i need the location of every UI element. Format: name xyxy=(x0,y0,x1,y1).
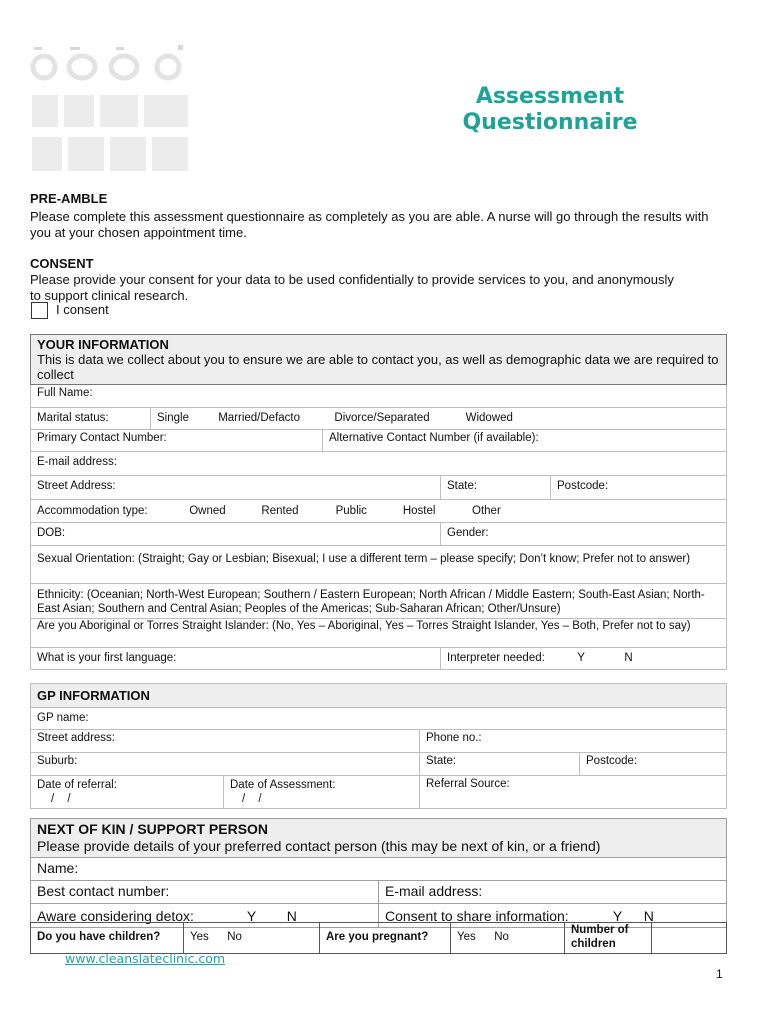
gp-postcode-label: Postcode: xyxy=(586,755,638,767)
num-children-label: Number of children xyxy=(565,923,652,954)
full-name-label: Full Name: xyxy=(37,387,93,399)
children-yes[interactable]: Yes xyxy=(190,931,209,943)
your-info-subtext: This is data we collect about you to ensure we are able to contact you, as well as demographic data we are required to collect xyxy=(37,352,719,382)
aware-detox-yes[interactable]: Y xyxy=(246,908,257,924)
page-title xyxy=(440,84,660,136)
gp-info-heading: GP INFORMATION xyxy=(37,688,150,703)
next-of-kin-table xyxy=(30,818,727,928)
next-of-kin-heading: NEXT OF KIN / SUPPORT PERSON xyxy=(37,821,269,837)
sexual-orientation-label: Sexual Orientation: (Straight; Gay or Lesbian; Bisexual; I use a different term – please specify; Don’t know; Prefer not to answer) xyxy=(37,553,691,565)
gender-field[interactable] xyxy=(441,523,727,546)
pregnant-question: Are you pregnant? xyxy=(320,923,451,954)
preamble-text: Please complete this assessment questionnaire as completely as you are able. A nurse will go through the results with you at your chosen appointment time. xyxy=(30,209,709,240)
gp-suburb-field[interactable] xyxy=(31,753,420,776)
accommodation-option-other[interactable]: Other xyxy=(472,505,501,517)
referral-source-field[interactable] xyxy=(420,776,727,809)
accommodation-row xyxy=(31,500,727,523)
aboriginal-label: Are you Aboriginal or Torres Straight Islander: (No, Yes – Aboriginal, Yes – Torres Straight Islander, Yes – Both, Prefer not to say) xyxy=(37,620,691,632)
page-number: 1 xyxy=(716,967,723,981)
alt-contact-field[interactable] xyxy=(323,430,727,452)
website-link[interactable]: www.cleanslateclinic.com xyxy=(65,951,226,966)
title-line-2: Questionnaire xyxy=(462,110,638,135)
assessment-date-label: Date of Assessment: xyxy=(230,779,336,791)
aware-detox-label: Aware considering detox: xyxy=(37,908,194,924)
accommodation-option-public[interactable]: Public xyxy=(335,505,367,517)
your-info-header xyxy=(31,335,727,385)
gp-postcode-field[interactable] xyxy=(580,753,727,776)
accommodation-option-owned[interactable]: Owned xyxy=(189,505,226,517)
marital-option-married[interactable]: Married/Defacto xyxy=(218,412,301,424)
gp-phone-field[interactable] xyxy=(420,730,727,753)
alt-contact-label: Alternative Contact Number (if available): xyxy=(329,432,539,444)
gender-label: Gender: xyxy=(447,527,489,539)
interpreter-yes[interactable]: Y xyxy=(577,652,585,664)
num-children-field[interactable] xyxy=(652,923,727,954)
referral-date-field[interactable] xyxy=(31,776,224,809)
clinic-logo xyxy=(30,45,192,175)
children-question: Do you have children? xyxy=(31,923,184,954)
consent-checkbox-label: I consent xyxy=(56,302,109,317)
interpreter-label: Interpreter needed: xyxy=(447,652,545,664)
gp-name-field[interactable] xyxy=(31,708,727,730)
referral-date-label: Date of referral: xyxy=(37,779,117,791)
pregnant-yes[interactable]: Yes xyxy=(457,931,476,943)
children-pregnancy-table xyxy=(30,922,727,954)
marital-option-single[interactable]: Single xyxy=(157,412,189,424)
interpreter-no[interactable]: N xyxy=(624,652,633,664)
aware-detox-no[interactable]: N xyxy=(286,908,297,924)
gp-info-header xyxy=(31,684,727,708)
marital-status-options xyxy=(151,408,727,430)
dob-label: DOB: xyxy=(37,527,66,539)
dob-field[interactable] xyxy=(31,523,441,546)
gp-phone-label: Phone no.: xyxy=(426,732,482,744)
assessment-date-field[interactable] xyxy=(224,776,420,809)
your-information-table xyxy=(30,334,727,670)
preamble-heading: PRE-AMBLE xyxy=(30,191,108,206)
postcode-label: Postcode: xyxy=(557,480,609,492)
next-of-kin-subtext: Please provide details of your preferred contact person (this may be next of kin, or a friend) xyxy=(37,838,601,854)
nok-best-contact-field[interactable] xyxy=(31,881,379,904)
nok-email-field[interactable] xyxy=(379,881,727,904)
ethnicity-label: Ethnicity: (Oceanian; North-West European; Southern / Eastern European; North African / Middle Eastern; South-East Asian; North-East Asian; Southern and Central Asian; Peoples of the Americas; Sub-Saharan African; Other/Unsure) xyxy=(37,589,705,615)
street-address-field[interactable] xyxy=(31,476,441,500)
ethnicity-field[interactable] xyxy=(31,584,727,619)
marital-option-widowed[interactable]: Widowed xyxy=(465,412,513,424)
primary-contact-label: Primary Contact Number: xyxy=(37,432,167,444)
accommodation-option-hostel[interactable]: Hostel xyxy=(402,505,436,517)
your-info-heading: YOUR INFORMATION xyxy=(37,337,169,352)
postcode-field[interactable] xyxy=(551,476,727,500)
title-line-1: Assessment xyxy=(475,84,625,109)
nok-email-label: E-mail address: xyxy=(385,883,483,899)
full-name-field[interactable] xyxy=(31,385,727,408)
gp-state-label: State: xyxy=(426,755,457,767)
interpreter-row xyxy=(441,648,727,670)
nok-name-label: Name: xyxy=(37,860,79,876)
children-no[interactable]: No xyxy=(227,931,242,943)
consent-share-label: Consent to share information: xyxy=(385,908,569,924)
accommodation-label: Accommodation type: xyxy=(37,505,148,517)
marital-status-label: Marital status: xyxy=(31,408,151,430)
consent-share-no[interactable]: N xyxy=(643,908,654,924)
marital-option-divorced[interactable]: Divorce/Separated xyxy=(334,412,430,424)
gp-street-label: Street address: xyxy=(37,732,115,744)
consent-text: Please provide your consent for your data to be used confidentially to provide services to you, and anonymously to support clinical research. xyxy=(30,272,674,303)
pregnant-no[interactable]: No xyxy=(494,931,509,943)
street-address-label: Street Address: xyxy=(37,480,116,492)
primary-contact-field[interactable] xyxy=(31,430,323,452)
gp-street-field[interactable] xyxy=(31,730,420,753)
gp-name-label: GP name: xyxy=(37,712,89,724)
gp-state-field[interactable] xyxy=(420,753,580,776)
first-language-label: What is your first language: xyxy=(37,652,177,664)
gp-information-table xyxy=(30,683,727,809)
sexual-orientation-field[interactable] xyxy=(31,546,727,584)
aboriginal-field[interactable] xyxy=(31,619,727,648)
email-field[interactable] xyxy=(31,452,727,476)
accommodation-option-rented[interactable]: Rented xyxy=(261,505,299,517)
consent-checkbox[interactable] xyxy=(31,302,48,319)
children-answer xyxy=(184,923,320,954)
consent-heading: CONSENT xyxy=(30,256,94,271)
state-field[interactable] xyxy=(441,476,551,500)
consent-share-yes[interactable]: Y xyxy=(612,908,623,924)
gp-suburb-label: Suburb: xyxy=(37,755,78,767)
assessment-date-slashes: / / xyxy=(242,793,262,805)
pregnant-answer xyxy=(451,923,565,954)
nok-best-contact-label: Best contact number: xyxy=(37,883,170,899)
referral-date-slashes: / / xyxy=(51,793,71,805)
first-language-field[interactable] xyxy=(31,648,441,670)
state-label: State: xyxy=(447,480,478,492)
next-of-kin-header xyxy=(31,819,727,858)
referral-source-label: Referral Source: xyxy=(426,778,510,790)
nok-name-field[interactable] xyxy=(31,858,727,881)
email-label: E-mail address: xyxy=(37,456,117,468)
